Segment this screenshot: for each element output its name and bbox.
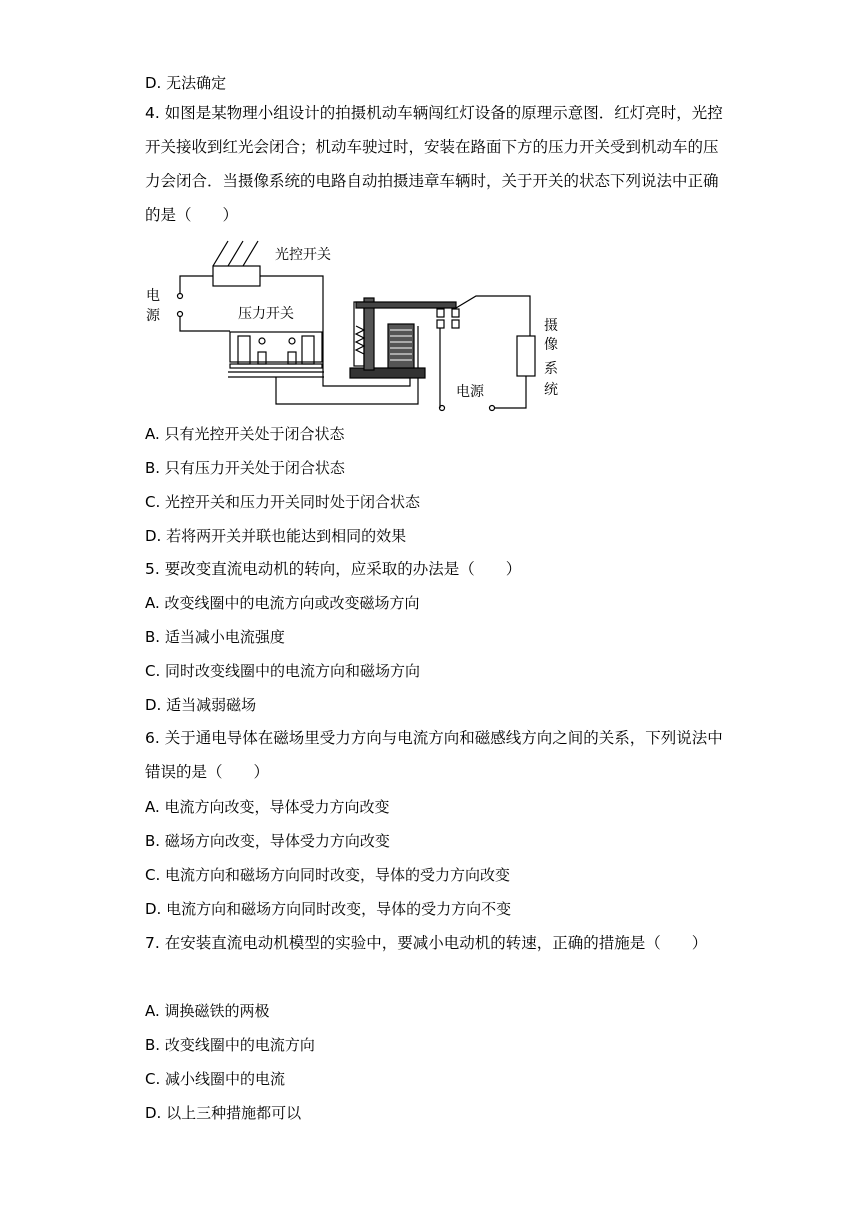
light-switch-label: 光控开关 [275,247,331,263]
power-label-left-2: 源 [146,308,160,324]
q5-option-c: C. 同时改变线圈中的电流方向和磁场方向 [145,662,421,680]
power-label-left-1: 电 [146,288,160,304]
camera-power-terminal-right [490,406,495,411]
q6-option-c: C. 电流方向和磁场方向同时改变，导体的受力方向改变 [145,866,511,884]
camera-system-box [517,336,535,376]
q7-option-d: D. 以上三种措施都可以 [145,1104,302,1122]
prev-option-d: D. 无法确定 [145,74,227,92]
question-7-text: 7. 在安装直流电动机模型的实验中，要减小电动机的转速，正确的措施是（ ） [145,934,708,952]
q6-option-d: D. 电流方向和磁场方向同时改变，导体的受力方向不变 [145,900,512,918]
camera-label-2: 像 [544,337,558,353]
question-5-text: 5. 要改变直流电动机的转向，应采取的办法是（ ） [145,560,522,578]
question-4-text: 4. 如图是某物理小组设计的拍摄机动车辆闯红灯设备的原理示意图．红灯亮时，光控开关接收到红光会闭合；机动车驶过时，安装在路面下方的压力开关受到机动车的压力会闭合．当摄像系统的电路自动拍摄违章车辆时，关于开关的状态下列说法中正确的是（ ） [145,104,723,224]
q4-option-a: A. 只有光控开关处于闭合状态 [145,425,345,443]
power-terminal-top [178,294,183,299]
power-terminal-bottom [178,312,183,317]
q5-option-b: B. 适当减小电流强度 [145,628,285,646]
q5-option-a: A. 改变线圈中的电流方向或改变磁场方向 [145,594,420,612]
pressure-switch-label: 压力开关 [238,306,294,322]
question-6-text: 6. 关于通电导体在磁场里受力方向与电流方向和磁感线方向之间的关系，下列说法中错误的是（ ） [145,729,723,781]
q6-option-b: B. 磁场方向改变，导体受力方向改变 [145,832,390,850]
q5-option-d: D. 适当减弱磁场 [145,696,257,714]
camera-label-1: 摄 [544,318,558,334]
light-ray [243,241,258,266]
q7-option-b: B. 改变线圈中的电流方向 [145,1036,315,1054]
light-ray [213,241,228,266]
circuit-diagram [140,236,570,416]
light-ray [228,241,243,266]
camera-label-3: 系 [544,361,558,377]
power-label-right: 电源 [456,384,484,400]
q7-option-c: C. 减小线圈中的电流 [145,1070,286,1088]
q4-option-b: B. 只有压力开关处于闭合状态 [145,459,345,477]
q4-option-d: D. 若将两开关并联也能达到相同的效果 [145,527,407,545]
q4-option-c: C. 光控开关和压力开关同时处于闭合状态 [145,493,421,511]
light-switch-box [213,266,260,286]
q6-option-a: A. 电流方向改变，导体受力方向改变 [145,798,390,816]
camera-label-4: 统 [544,382,558,398]
q7-option-a: A. 调换磁铁的两极 [145,1002,270,1020]
